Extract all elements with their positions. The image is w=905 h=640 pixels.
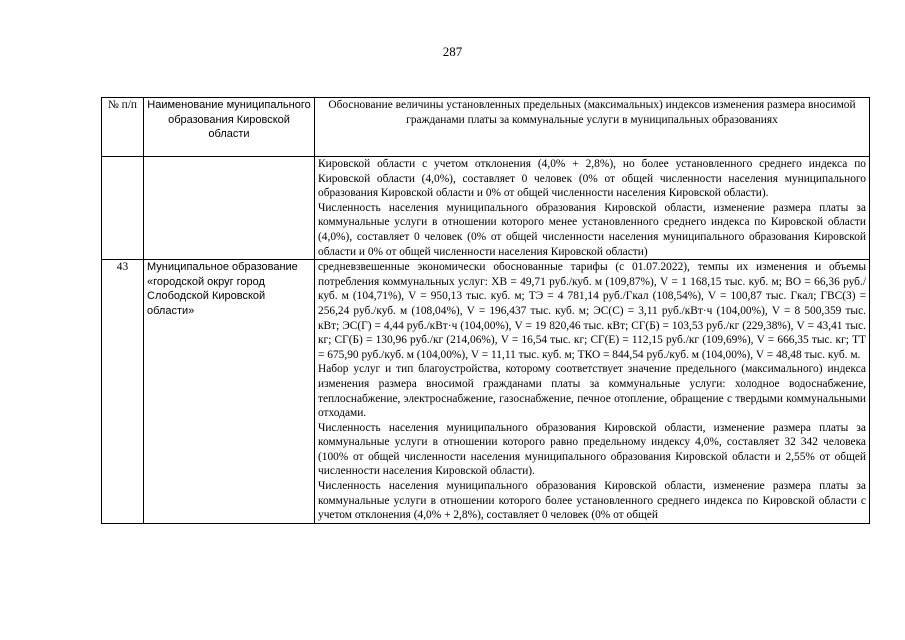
page-number: 287 xyxy=(442,44,463,59)
justification-paragraph: средневзвешенные экономически обоснованные тарифы (с 01.07.2022), темпы их изменения и объемы потребления коммунальных услуг: ХВ = 49,71 руб./куб. м (109,87%), V = 1 168,15 тыс. куб. м; ВО = 66,36 руб./куб. м (104,71%), V = 950,13 тыс. куб. м; ТЭ = 4 781,14 руб./Гкал (108,54%), V = 100,87 тыс. Гкал; ГВС(З) = 256,24 руб./куб. м (108,04%), V = 196,437 тыс. куб. м; ЭС(С) = 3,11 руб./кВт·ч (104,00%), V = 8 500,359 тыс. кВт; ЭС(Г) = 4,44 руб./кВт·ч (104,00%), V = 19 820,46 тыс. кВт; СГ(Б) = 103,53 руб./кг (229,38%), V = 43,41 тыс. кг; СГ(Б) = 130,96 руб./кг (214,06%), V = 16,54 тыс. кг; СГ(Е) = 112,15 руб./кг (109,69%), V = 666,35 тыс. кг; ТТ = 675,90 руб./куб. м (104,00%), V = 11,11 тыс. куб. м; ТКО = 844,54 руб./куб. м (104,00%), V = 48,48 тыс. куб. м. xyxy=(318,261,866,361)
justification-paragraph: Кировской области с учетом отклонения (4,0% + 2,8%), но более установленного среднего индекса по Кировской области (4,0%), составляет 0 человек (0% от общей численности населения муниципального образования Кировской области и 0% от общей численности населения Кировской области). xyxy=(318,158,866,200)
header-num: № п/п xyxy=(102,98,144,157)
row-num xyxy=(102,157,144,260)
row-justification xyxy=(315,157,870,260)
table-row xyxy=(102,260,870,524)
header-justification: Обоснование величины установленных предельных (максимальных) индексов изменения размера вносимой гражданами платы за коммунальные услуги в муниципальных образованиях xyxy=(315,98,870,157)
table-row xyxy=(102,157,870,260)
tariff-index-table xyxy=(101,97,870,524)
justification-paragraph: Набор услуг и тип благоустройства, которому соответствует значение предельного (максимального) индекса изменения размера вносимой гражданами платы за коммунальные услуги: холодное водоснабжение, теплоснабжение, электроснабжение, газоснабжение, печное отопление, обращение с твердыми коммунальными отходами. xyxy=(318,363,866,420)
row-municipality-name xyxy=(144,157,315,260)
table-header-row xyxy=(102,98,870,157)
header-municipality-name: Наименование муниципального образования Кировской области xyxy=(144,98,315,157)
justification-paragraph: Численность населения муниципального образования Кировской области, изменение размера платы за коммунальные услуги в отношении которого более установленного среднего индекса по Кировской области с учетом отклонения (4,0% + 2,8%), составляет 0 человек (0% от общей xyxy=(318,480,866,522)
justification-paragraph: Численность населения муниципального образования Кировской области, изменение размера платы за коммунальные услуги в отношении которого равно предельному индексу 4,0%, составляет 32 342 человека (100% от общей численности населения муниципального образования Кировской области и 2,55% от общей численности населения Кировской области). xyxy=(318,421,866,478)
row-num: 43 xyxy=(102,260,144,524)
row-justification xyxy=(315,260,870,524)
row-municipality-name: Муниципальное образование «городской округ город Слободской Кировской области» xyxy=(144,260,315,524)
justification-paragraph: Численность населения муниципального образования Кировской области, изменение размера платы за коммунальные услуги в отношении которого менее установленного среднего индекса по Кировской области (4,0%), составляет 0 человек (0% от общей численности населения муниципального образования Кировской области и 0% от общей численности населения Кировской области) xyxy=(318,201,866,258)
